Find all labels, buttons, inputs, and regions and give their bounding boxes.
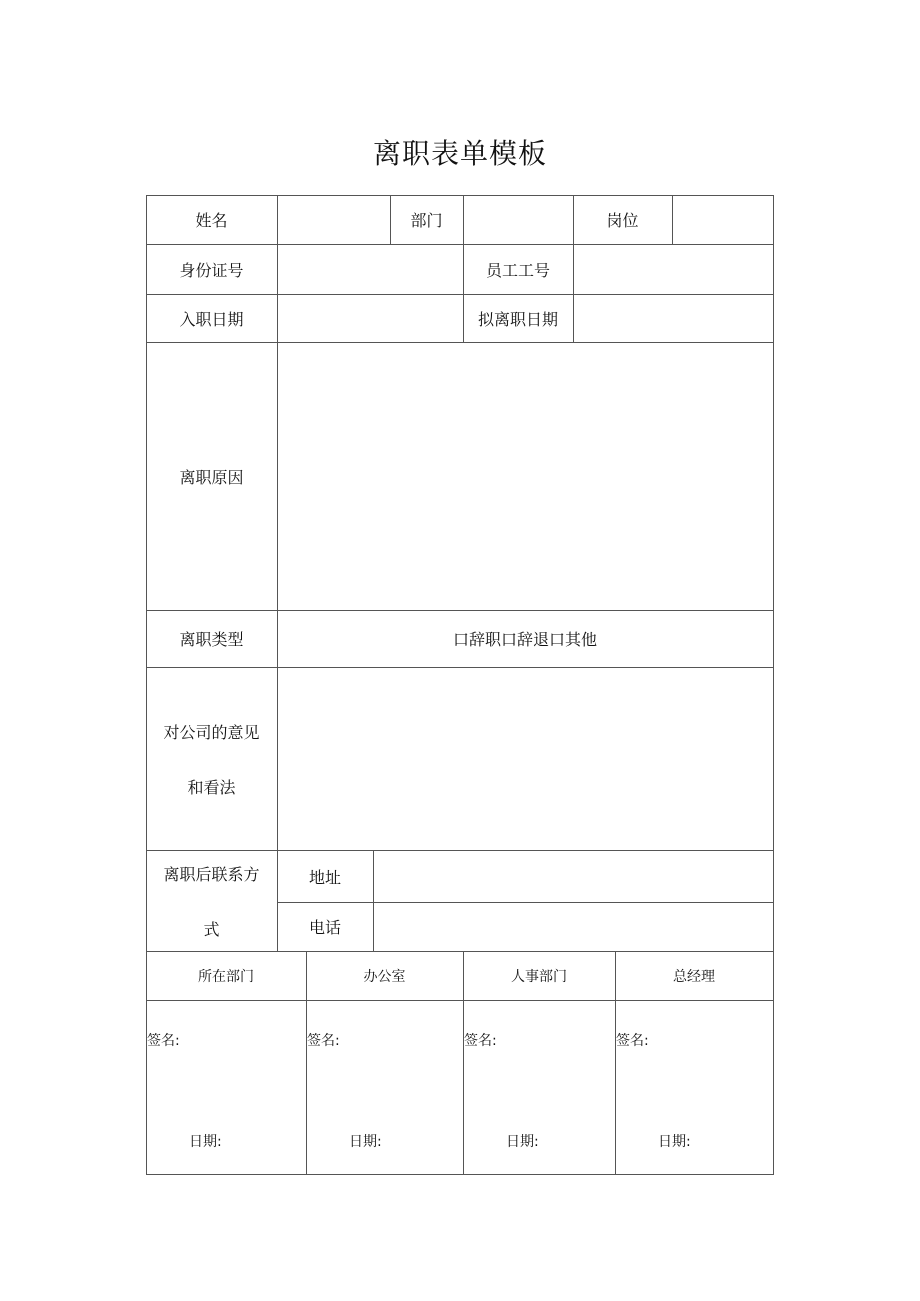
contact-label-line1: 离职后联系方 [163,864,260,884]
address-field[interactable] [373,850,773,902]
reason-field[interactable] [277,342,773,610]
opinion-label-line1: 对公司的意见 [163,722,260,742]
approval-header-gm: 总经理 [673,968,715,985]
date-label-office: 日期: [349,1134,382,1150]
opinion-label-line2: 和看法 [187,777,236,797]
hire-date-field[interactable] [277,294,463,342]
type-options[interactable]: 口辞职口辞退口其他 [452,630,597,649]
department-label: 部门 [410,211,443,230]
planned-leave-date-field[interactable] [573,294,773,342]
sign-label-office: 签名: [307,1033,340,1049]
planned-leave-date-label: 拟离职日期 [477,309,558,329]
employee-id-field[interactable] [573,244,773,294]
sign-label-department: 签名: [147,1033,180,1049]
sign-label-hr: 签名: [464,1033,497,1049]
approval-header-hr: 人事部门 [511,968,567,985]
type-label: 离职类型 [179,630,244,649]
phone-label: 电话 [308,918,341,937]
opinion-label [146,667,277,850]
employee-id-label: 员工工号 [485,260,550,280]
page-title: 离职表单模板 [372,137,547,170]
name-label: 姓名 [195,211,228,230]
reason-label: 离职原因 [179,467,244,487]
opinion-field[interactable] [277,667,773,850]
sign-label-gm: 签名: [616,1033,649,1049]
date-label-gm: 日期: [658,1134,691,1150]
phone-field[interactable] [373,902,773,951]
id-number-label: 身份证号 [179,260,244,280]
position-field[interactable] [672,195,773,244]
department-field[interactable] [463,195,573,244]
contact-label [146,850,277,951]
hire-date-label: 入职日期 [179,309,244,329]
name-field[interactable] [277,195,390,244]
date-label-hr: 日期: [506,1134,539,1150]
position-label: 岗位 [606,211,639,230]
address-label: 地址 [308,867,341,887]
id-number-field[interactable] [277,244,463,294]
approval-header-office: 办公室 [363,968,406,985]
contact-label-line2: 式 [203,919,220,939]
date-label-department: 日期: [189,1134,222,1150]
approval-header-department: 所在部门 [198,968,254,985]
